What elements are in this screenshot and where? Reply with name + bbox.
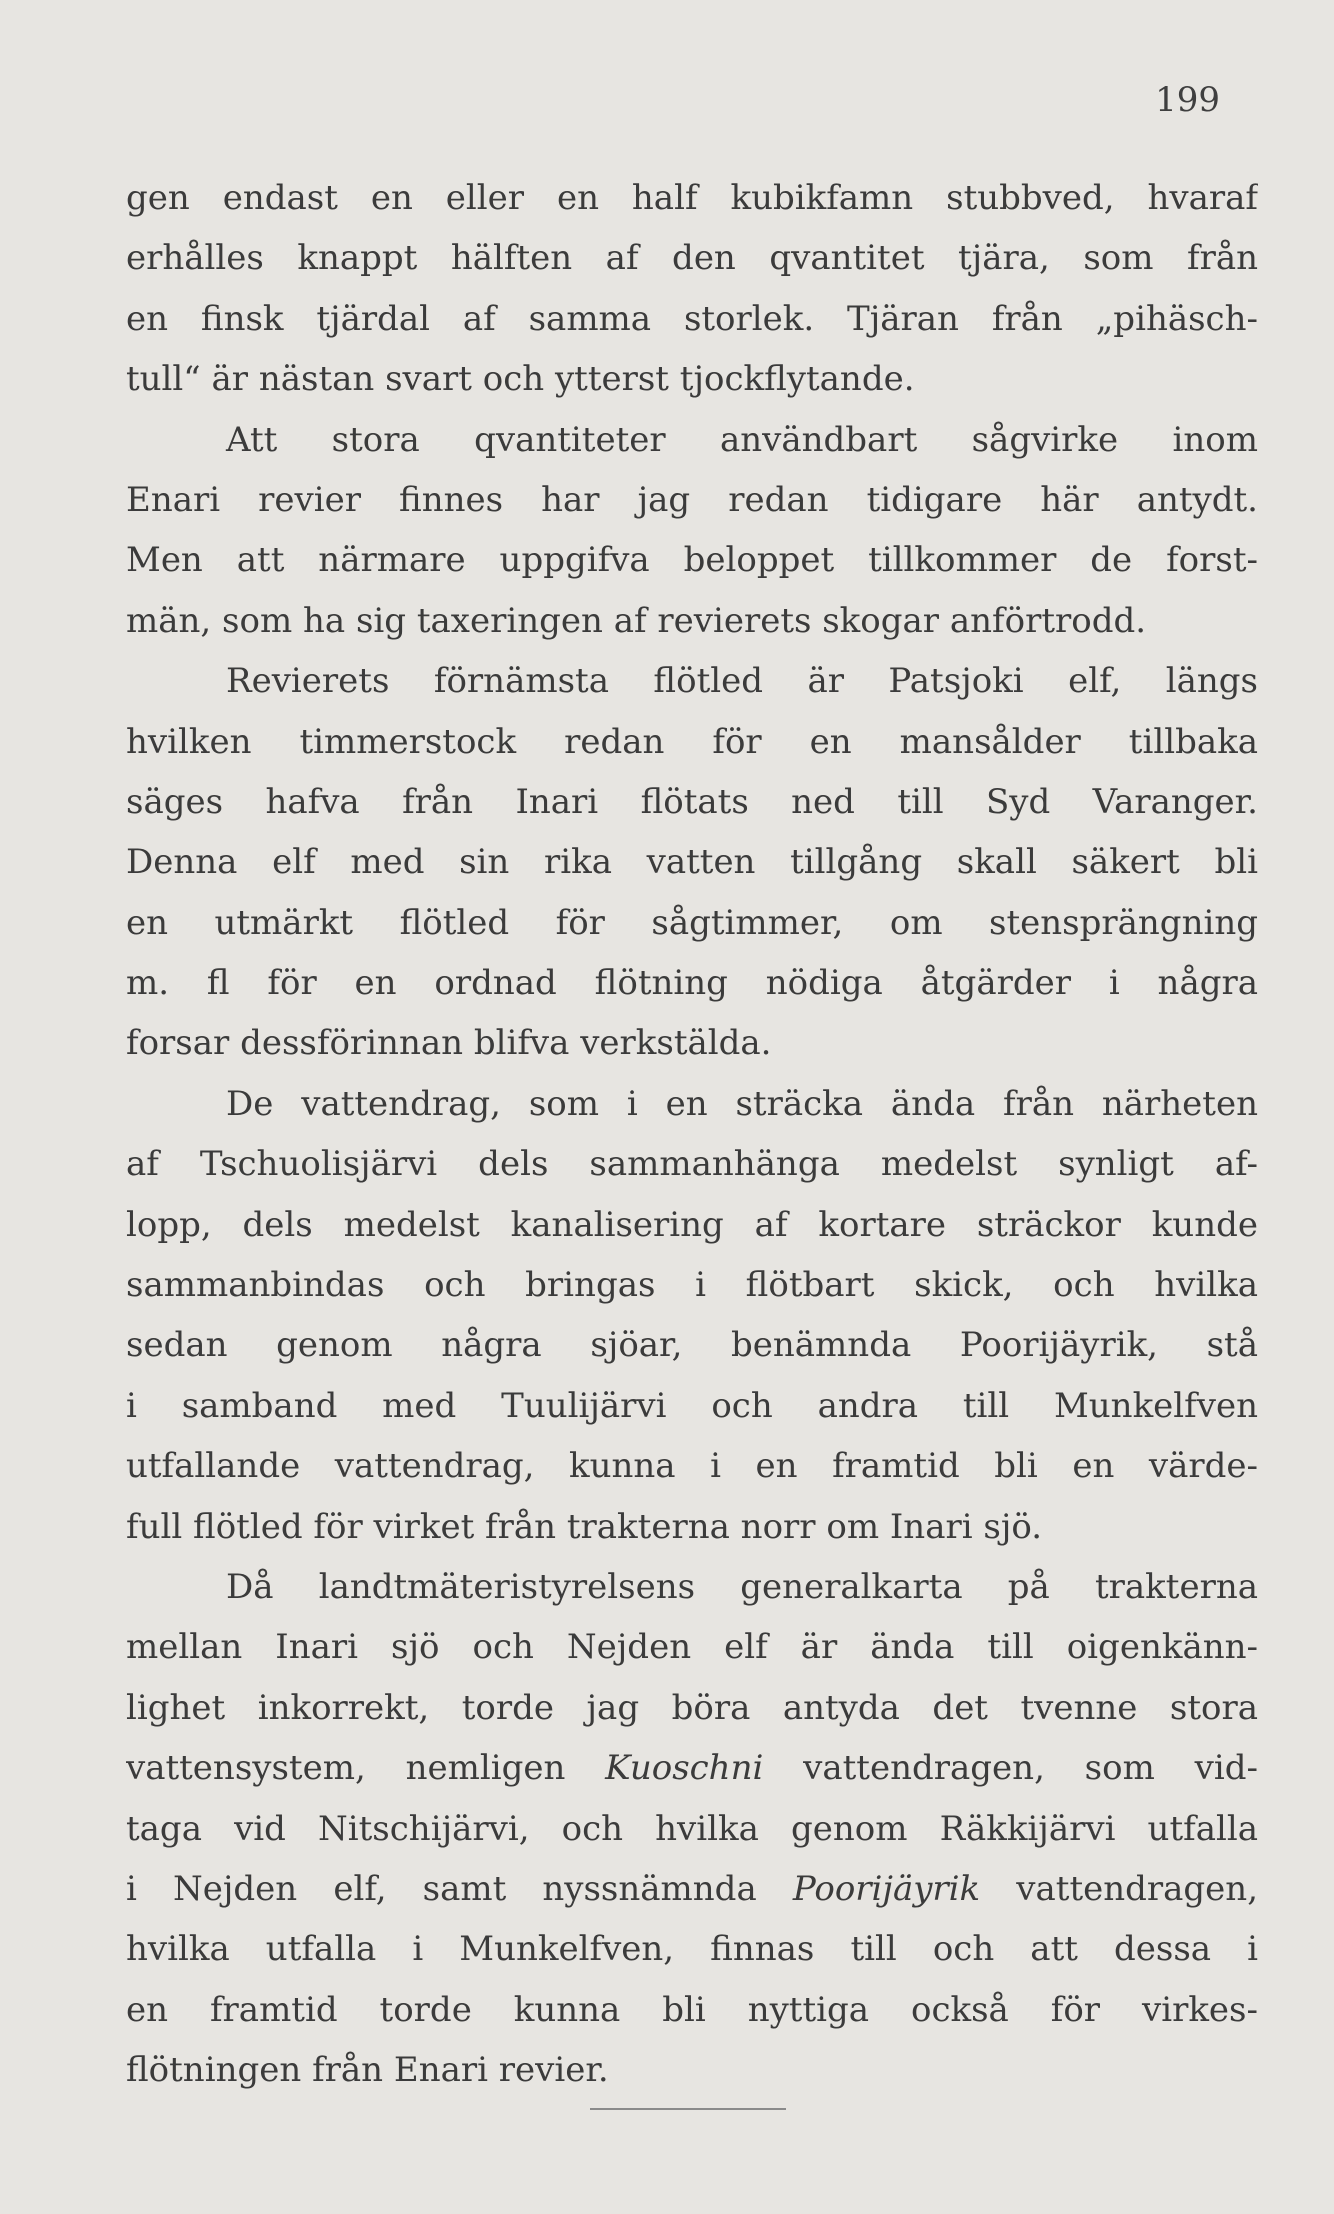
italic-term: Poorijäyrik [792, 1868, 981, 1909]
text-line: utfallande vattendrag, kunna i en framtid bli en värde- [126, 1446, 1258, 1487]
text-line: hvilka utfalla i Munkelfven, finnas till och att dessa i [126, 1929, 1258, 1970]
text-line: taga vid Nitschijärvi, och hvilka genom Räkkijärvi utfalla [126, 1808, 1258, 1849]
text-line: säges hafva från Inari flötats ned till Syd Varanger. [126, 781, 1258, 822]
text-line: sammanbindas och bringas i flötbart skick, och hvilka [126, 1265, 1258, 1306]
text-line: Revierets förnämsta flötled är Patsjoki elf, längs [226, 661, 1258, 702]
text-line: en finsk tjärdal af samma storlek. Tjäran från „pihäsch- [126, 298, 1258, 339]
text-line: De vattendrag, som i en sträcka ända från närheten [226, 1083, 1258, 1124]
text-line: flötningen från Enari revier. [126, 2050, 609, 2091]
text-line: lighet inkorrekt, torde jag böra antyda det tvenne stora [126, 1687, 1258, 1728]
text-line: af Tschuolisjärvi dels sammanhänga medelst synligt af- [126, 1144, 1258, 1185]
text-line: tull“ är nästan svart och ytterst tjockflytande. [126, 359, 915, 400]
text-line: forsar dessförinnan blifva verkstälda. [126, 1023, 772, 1064]
text-line: erhålles knappt hälften af den qvantitet tjära, som från [126, 238, 1258, 279]
text-line: Men att närmare uppgifva beloppet tillkommer de forst- [126, 540, 1258, 581]
text-line: mellan Inari sjö och Nejden elf är ända till oigenkänn- [126, 1627, 1258, 1668]
text-segment: vattendragen, [980, 1868, 1258, 1909]
closing-rule [590, 2108, 786, 2110]
text-line: hvilken timmerstock redan för en mansålder tillbaka [126, 721, 1258, 762]
text-line: män, som ha sig taxeringen af revierets skogar anförtrodd. [126, 600, 1147, 641]
text-line: full flötled för virket från trakterna norr om Inari sjö. [126, 1506, 1043, 1547]
text-line: Att stora qvantiteter användbart sågvirke inom [226, 419, 1258, 460]
text-line [126, 1859, 1258, 1919]
text-line: lopp, dels medelst kanalisering af kortare sträckor kunde [126, 1204, 1258, 1245]
text-line: en utmärkt flötled för sågtimmer, om stensprängning [126, 902, 1258, 943]
italic-term: Kuoschni [605, 1748, 764, 1789]
text-line: gen endast en eller en half kubikfamn stubbved, hvaraf [126, 178, 1258, 218]
text-line: Enari revier finnes har jag redan tidigare här antydt. [126, 479, 1258, 520]
text-line: sedan genom några sjöar, benämnda Poorijäyrik, stå [126, 1325, 1258, 1366]
page-number: 199 [1155, 80, 1220, 120]
text-segment: vattendragen, som vid- [763, 1748, 1258, 1789]
text-line: en framtid torde kunna bli nyttiga också för virkes- [126, 1989, 1258, 2030]
text-line [126, 1738, 1258, 1798]
body-text [126, 168, 1258, 2101]
text-segment: vattensystem, nemligen [126, 1748, 606, 1789]
text-segment: i Nejden elf, samt nyssnämnda [126, 1868, 793, 1909]
text-line: i samband med Tuulijärvi och andra till Munkelfven [126, 1385, 1258, 1426]
text-line: Denna elf med sin rika vatten tillgång skall säkert bli [126, 842, 1258, 883]
text-line: m. fl för en ordnad flötning nödiga åtgärder i några [126, 963, 1258, 1004]
text-line: Då landtmäteristyrelsens generalkarta på trakterna [226, 1566, 1258, 1607]
